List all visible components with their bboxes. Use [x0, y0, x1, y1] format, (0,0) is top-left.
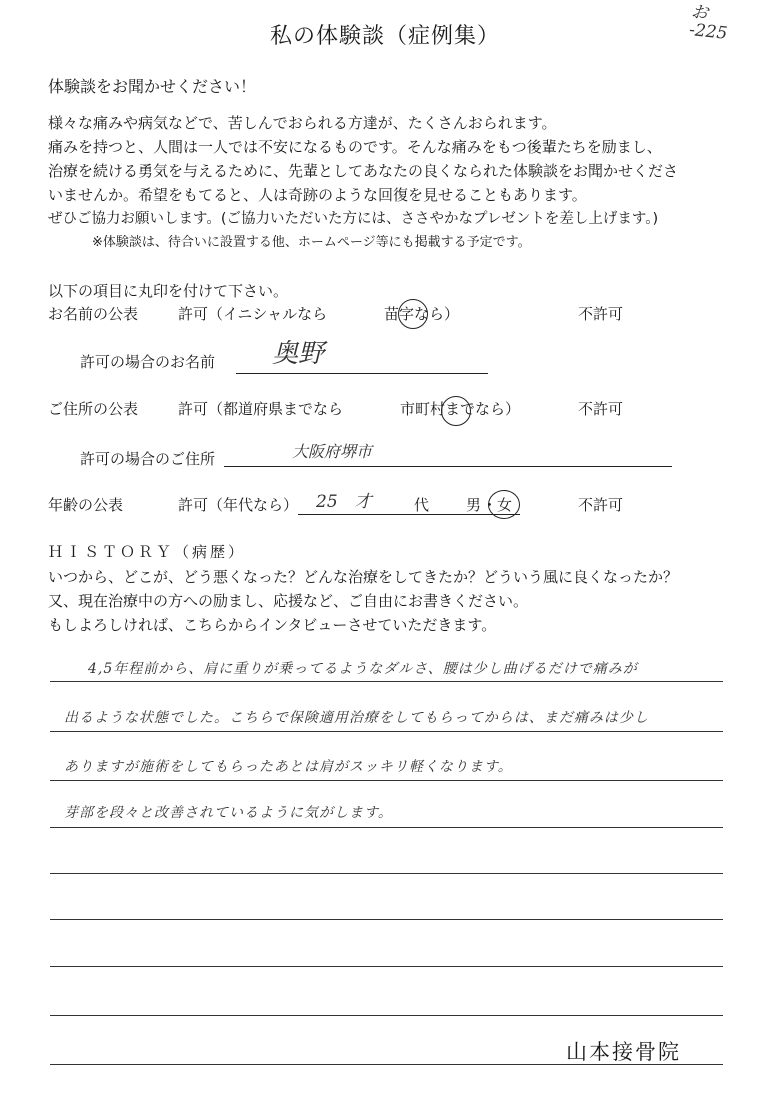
address-option-city[interactable]: 市町村までなら） [400, 400, 521, 418]
instructions: 以下の項目に丸印を付けて下さい。 [48, 282, 289, 300]
name-option-surname[interactable]: 苗字なら） [384, 305, 460, 323]
history-rule [50, 827, 723, 828]
address-option-prefecture[interactable]: 許可（都道府県までなら [178, 400, 344, 418]
history-prompt: 又、現在治療中の方への励まし、応援など、ご自由にお書きください。 [48, 592, 529, 610]
intro-heading: 体験談をお聞かせください！ [48, 77, 257, 96]
age-era-label: 代 [414, 496, 430, 514]
age-option-era[interactable]: 許可（年代なら） [178, 496, 299, 514]
intro-line: いませんか。希望をもてると、人は奇跡のような回復を見せることもあります。 [48, 186, 587, 204]
age-option-deny[interactable]: 不許可 [578, 496, 624, 514]
history-rule [50, 681, 723, 682]
history-rule [50, 919, 723, 920]
name-option-initial[interactable]: 許可（イニシャルなら [178, 305, 328, 323]
gender-separator: ・ [482, 496, 498, 514]
history-entry[interactable]: ありますが施術をしてもらったあとは肩がスッキリ軽くなります。 [64, 759, 513, 775]
address-field-underline [224, 466, 672, 467]
history-rule [50, 873, 723, 874]
intro-line: 様々な痛みや病気などで、苦しんでおられる方達が、たくさんおられます。 [48, 114, 557, 132]
history-rule [50, 731, 723, 732]
history-rule [50, 966, 723, 967]
history-prompt: もしよろしければ、こちらからインタビューさせていただきます。 [48, 616, 497, 634]
history-entry[interactable]: 4,5年程前から、肩に重りが乗ってるようなダルさ、腰は少し曲げるだけで痛みが [88, 661, 638, 677]
address-option-deny[interactable]: 不許可 [578, 400, 624, 418]
gender-male[interactable]: 男 [466, 496, 482, 514]
name-field-value[interactable]: 奥野 [272, 339, 325, 369]
history-rule [50, 1015, 723, 1016]
clinic-name: 山本接骨院 [566, 1040, 681, 1064]
intro-line: 治療を続ける勇気を与えるために、先輩としてあなたの良くなられた体験談をお聞かせくださ [48, 162, 679, 180]
intro-note: ※体験談は、待合いに設置する他、ホームページ等にも掲載する予定です。 [92, 235, 531, 250]
history-rule [50, 780, 723, 781]
address-field-value[interactable]: 大阪府堺市 [292, 442, 373, 461]
history-entry[interactable]: 芽部を段々と改善されているように気がします。 [64, 805, 393, 821]
intro-line: ぜひご協力お願いします。(ご協力いただいた方には、ささやかなプレゼントを差し上げます。) [48, 211, 659, 227]
intro-line: 痛みを持つと、人間は一人では不安になるものです。そんな痛みをもつ後輩たちを励まし、 [48, 138, 662, 156]
page-title: 私の体験談（症例集） [269, 24, 500, 49]
selection-circle [398, 299, 428, 329]
age-publish-label: 年齢の公表 [48, 496, 124, 514]
age-value[interactable]: 25 才 [316, 492, 372, 512]
name-field-label: 許可の場合のお名前 [80, 353, 216, 371]
history-prompt: いつから、どこが、どう悪くなった？どんな治療をしてきたか？どういう風に良くなったか？ [48, 568, 679, 586]
address-field-label: 許可の場合のご住所 [80, 450, 216, 468]
age-field-underline [298, 514, 520, 515]
gender-female[interactable]: 女 [497, 496, 513, 514]
corner-note: お -225 [688, 2, 729, 44]
name-field-underline [236, 373, 488, 374]
history-entry[interactable]: 出るような状態でした。こちらで保険適用治療をしてもらってからは、まだ痛みは少し [64, 710, 649, 726]
address-publish-label: ご住所の公表 [48, 400, 139, 418]
history-heading: ＨＩＳＴＯＲＹ（病歴） [48, 543, 247, 561]
footer-rule [50, 1064, 723, 1065]
selection-circle [441, 396, 471, 426]
name-option-deny[interactable]: 不許可 [578, 305, 624, 323]
name-publish-label: お名前の公表 [48, 305, 139, 323]
